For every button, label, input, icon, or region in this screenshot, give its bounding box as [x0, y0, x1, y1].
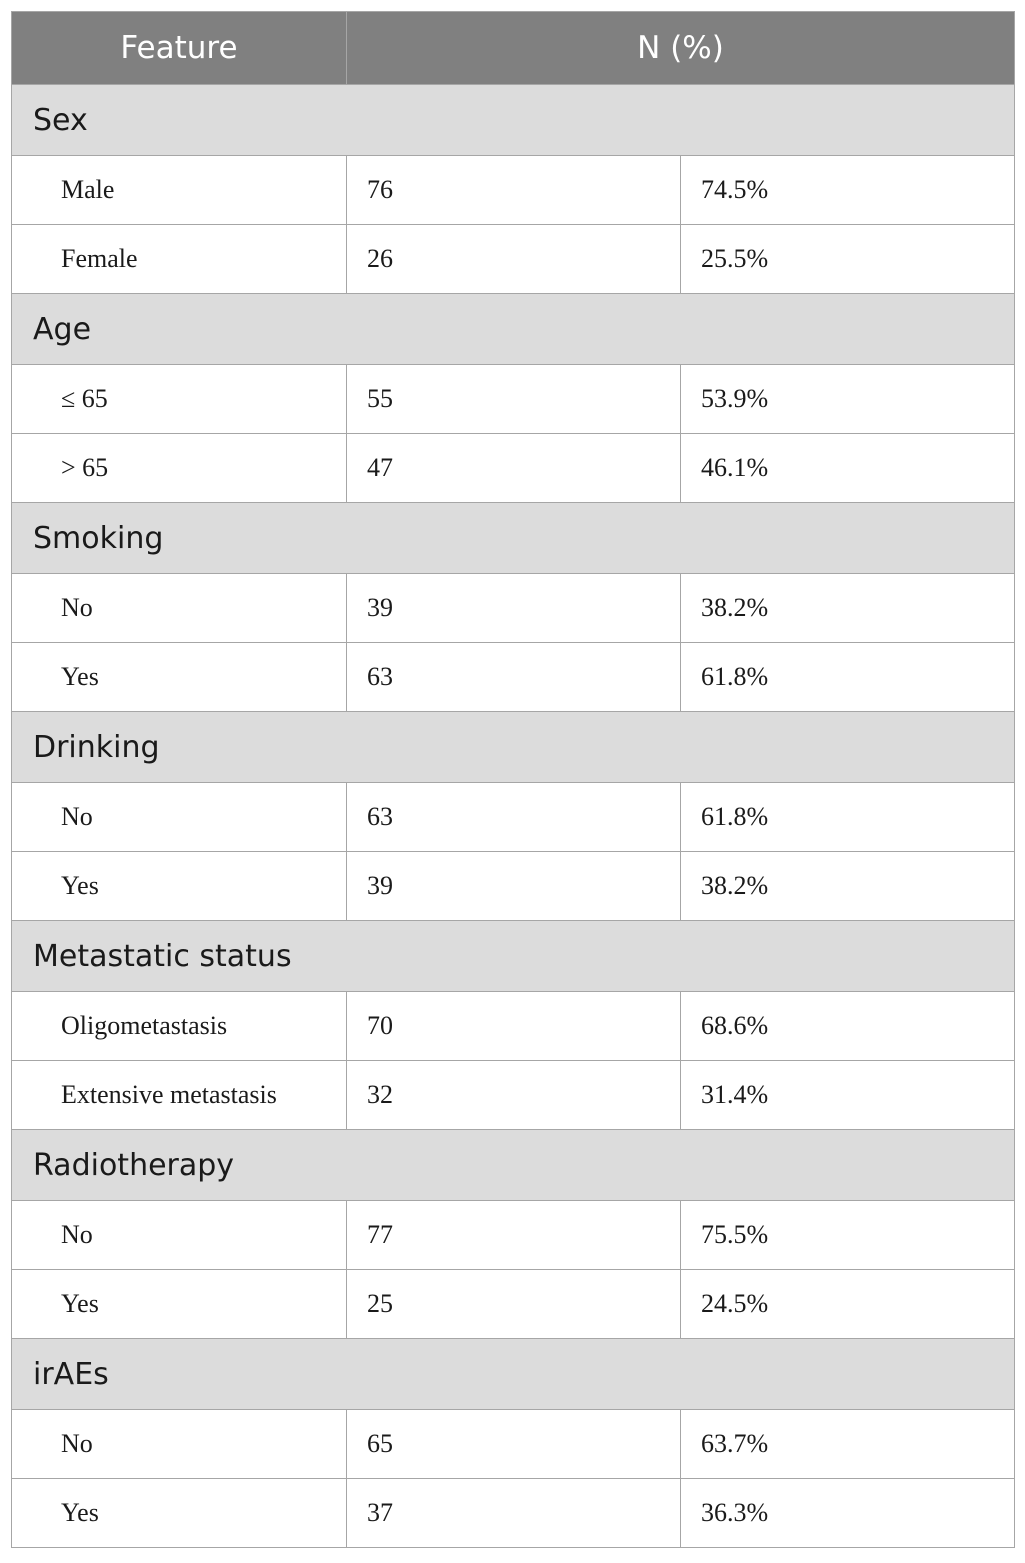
group-label: Sex	[12, 85, 1015, 156]
table-row	[12, 1410, 1015, 1479]
percent-cell: 31.4%	[681, 1061, 1015, 1130]
table-row	[12, 852, 1015, 921]
group-row	[12, 712, 1015, 783]
percent-cell: 74.5%	[681, 156, 1015, 225]
row-label: No	[12, 783, 347, 852]
row-label: Oligometastasis	[12, 992, 347, 1061]
count-cell: 76	[347, 156, 681, 225]
count-cell: 63	[347, 783, 681, 852]
table-row	[12, 156, 1015, 225]
table-row	[12, 1201, 1015, 1270]
group-label: irAEs	[12, 1339, 1015, 1410]
group-row	[12, 921, 1015, 992]
header-n-percent: N (%)	[347, 12, 1015, 85]
count-cell: 63	[347, 643, 681, 712]
group-row	[12, 1339, 1015, 1410]
percent-cell: 38.2%	[681, 574, 1015, 643]
row-label: Yes	[12, 1479, 347, 1548]
table-header	[12, 12, 1015, 85]
header-row	[12, 12, 1015, 85]
count-cell: 55	[347, 365, 681, 434]
count-cell: 70	[347, 992, 681, 1061]
group-row	[12, 294, 1015, 365]
percent-cell: 46.1%	[681, 434, 1015, 503]
group-label: Metastatic status	[12, 921, 1015, 992]
percent-cell: 68.6%	[681, 992, 1015, 1061]
group-row	[12, 1130, 1015, 1201]
row-label: Yes	[12, 643, 347, 712]
table-row	[12, 1061, 1015, 1130]
row-label: > 65	[12, 434, 347, 503]
row-label: Female	[12, 225, 347, 294]
row-label: ≤ 65	[12, 365, 347, 434]
table-row	[12, 643, 1015, 712]
characteristics-table	[11, 11, 1015, 1548]
count-cell: 37	[347, 1479, 681, 1548]
percent-cell: 38.2%	[681, 852, 1015, 921]
table-row	[12, 1479, 1015, 1548]
group-row	[12, 503, 1015, 574]
percent-cell: 53.9%	[681, 365, 1015, 434]
count-cell: 39	[347, 574, 681, 643]
count-cell: 65	[347, 1410, 681, 1479]
row-label: Yes	[12, 1270, 347, 1339]
percent-cell: 25.5%	[681, 225, 1015, 294]
header-feature: Feature	[12, 12, 347, 85]
count-cell: 25	[347, 1270, 681, 1339]
percent-cell: 75.5%	[681, 1201, 1015, 1270]
row-label: No	[12, 1410, 347, 1479]
percent-cell: 36.3%	[681, 1479, 1015, 1548]
group-row	[12, 85, 1015, 156]
group-label: Radiotherapy	[12, 1130, 1015, 1201]
percent-cell: 24.5%	[681, 1270, 1015, 1339]
row-label: No	[12, 574, 347, 643]
percent-cell: 61.8%	[681, 643, 1015, 712]
count-cell: 32	[347, 1061, 681, 1130]
count-cell: 26	[347, 225, 681, 294]
row-label: No	[12, 1201, 347, 1270]
group-label: Drinking	[12, 712, 1015, 783]
percent-cell: 61.8%	[681, 783, 1015, 852]
count-cell: 47	[347, 434, 681, 503]
row-label: Male	[12, 156, 347, 225]
count-cell: 77	[347, 1201, 681, 1270]
table-row	[12, 225, 1015, 294]
table-row	[12, 365, 1015, 434]
group-label: Age	[12, 294, 1015, 365]
table-row	[12, 574, 1015, 643]
group-label: Smoking	[12, 503, 1015, 574]
table-row	[12, 434, 1015, 503]
count-cell: 39	[347, 852, 681, 921]
table-row	[12, 783, 1015, 852]
row-label: Yes	[12, 852, 347, 921]
table-row	[12, 1270, 1015, 1339]
row-label: Extensive metastasis	[12, 1061, 347, 1130]
percent-cell: 63.7%	[681, 1410, 1015, 1479]
table-row	[12, 992, 1015, 1061]
table-body	[12, 85, 1015, 1548]
